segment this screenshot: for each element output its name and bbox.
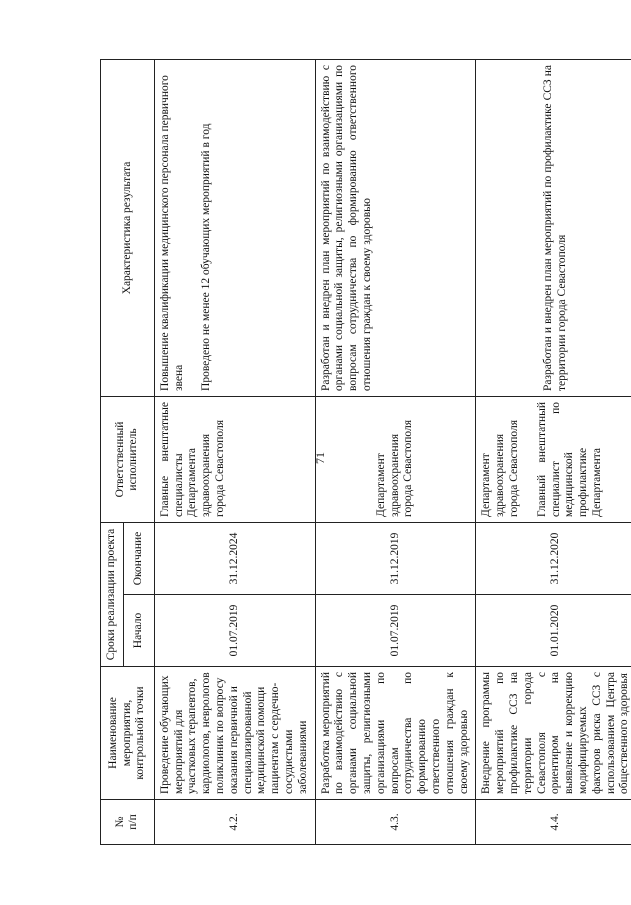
header-executor: Ответственный исполнитель bbox=[101, 396, 155, 522]
row-result: Разработан и внедрен план мероприятий по профилактике ССЗ на территории города Севастополя bbox=[476, 59, 631, 396]
header-event: Наименование мероприятия, контрольной точки bbox=[101, 667, 155, 800]
row-number: 4.2. bbox=[154, 800, 315, 845]
header-result: Характеристика результата bbox=[101, 59, 155, 396]
table-row bbox=[476, 59, 631, 844]
table-row bbox=[154, 59, 315, 844]
row-executor: Главные внештатные специалисты Департамента здравоохранения города Севастополя bbox=[154, 396, 315, 522]
table-row bbox=[315, 59, 476, 844]
row-event: Разработка мероприятий по взаимодействию с органами социальной защиты, религиозными организациями по вопросам сотрудничества по формированию ответственного отношения граждан к своему здоровью bbox=[315, 667, 476, 800]
header-start: Начало bbox=[123, 595, 154, 667]
row-event: Проведение обучающих мероприятий для участковых терапевтов, кардиологов, неврологов поликлиник по вопросу оказания первичной и специализированной медицинской помощи пациентам с сердечно-сосудистыми заболеваниями bbox=[154, 667, 315, 800]
row-end: 31.12.2024 bbox=[154, 522, 315, 594]
page-number: 71 bbox=[313, 452, 327, 464]
row-number: 4.4. bbox=[476, 800, 631, 845]
row-result: Разработан и внедрен план мероприятий по взаимодействию с органами социальной защиты, религиозными организациями по вопросам сотрудничества по формированию ответственного отношения граждан к своему здоровью bbox=[315, 59, 476, 396]
row-executor: Департамент здравоохранения города Севастополя bbox=[315, 396, 476, 522]
row-result bbox=[154, 59, 315, 396]
row-start: 01.07.2019 bbox=[154, 595, 315, 667]
row-start: 01.01.2020 bbox=[476, 595, 631, 667]
row-event: Внедрение программы мероприятий по профилактике ССЗ на территории города Севастополя с ориентиром на выявление и коррекцию модифицируемых факторов риска ССЗ с использованием Центра общественного здоровья bbox=[476, 667, 631, 800]
header-number: № п/п bbox=[101, 800, 155, 845]
row-number: 4.3. bbox=[315, 800, 476, 845]
row-end: 31.12.2020 bbox=[476, 522, 631, 594]
row-result-text: Проведено не менее 12 обучающих мероприятий в год bbox=[200, 123, 213, 391]
row-executor bbox=[476, 396, 631, 522]
row-executor-text: Департамент здравоохранения города Севастополя bbox=[480, 419, 520, 517]
rotated-page bbox=[100, 60, 631, 845]
row-result-text: Повышение квалификации медицинского персонала первичного звена bbox=[158, 75, 185, 391]
events-table bbox=[100, 59, 631, 845]
row-start: 01.07.2019 bbox=[315, 595, 476, 667]
row-executor-text: Главный внештатный специалист по медицинской профилактике Департамента bbox=[535, 401, 603, 517]
header-end: Окончание bbox=[123, 522, 154, 594]
header-terms: Сроки реализации проекта bbox=[101, 522, 124, 666]
row-end: 31.12.2019 bbox=[315, 522, 476, 594]
